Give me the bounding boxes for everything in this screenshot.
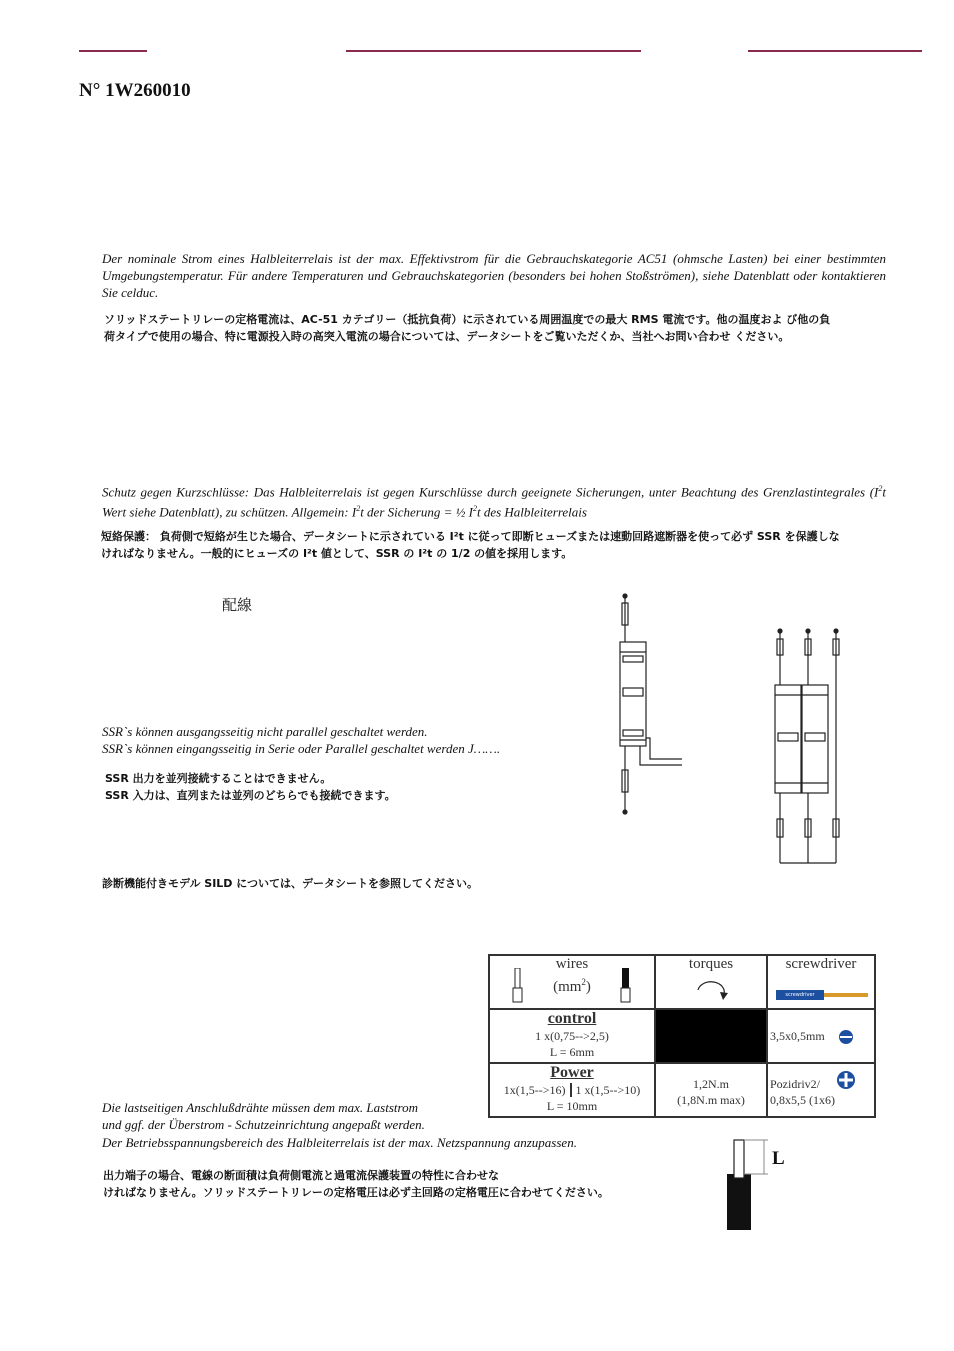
- screwdriver-header: screwdriver: [785, 956, 857, 972]
- sild-text-jp: 診断機能付きモデル SILD については、データシートを参照してください。: [102, 877, 479, 890]
- power-title: Power: [550, 1064, 594, 1081]
- ferrule-large-icon: [618, 968, 634, 1004]
- slotted-screw-icon: [838, 1029, 854, 1045]
- wire-length-label: L: [772, 1148, 785, 1169]
- voltage-text-de: Der Betriebsspannungsbereich des Halbleiterrelais ist der max. Netzspannung anzupassen.: [102, 1135, 577, 1150]
- header-rule-right: [748, 50, 922, 52]
- wiring-text-de-1: SSR`s können ausgangsseitig nicht parallel geschaltet werden.: [102, 724, 428, 739]
- rated-current-text-jp: ソリッドステートリレーの定格電流は、AC-51 カテゴリー（抵抗負荷）に示されている周囲温度での最大 RMS 電流です。他の温度およ び他の負荷タイプで使用の場合、特に電源投入時の高突入電流の場合については、データシートをご覧いただくか、当社へお問い合わせ ください。: [104, 313, 831, 343]
- load-wire-text-de-2: und ggf. der Überstrom - Schutzeinrichtung angepaßt werden.: [102, 1117, 425, 1132]
- torque-arrow-icon: [692, 976, 732, 1006]
- power-screwdriver: Pozidriv2/: [770, 1077, 820, 1091]
- control-torque-cell: [655, 1009, 767, 1063]
- pozidriv-screw-icon: [836, 1070, 856, 1090]
- wiring-heading: 配線: [222, 596, 253, 614]
- control-screwdriver: 3,5x0,5mm: [770, 1029, 825, 1043]
- wires-header: wires: [555, 956, 589, 972]
- power-screwdriver-size: 0,8x5,5 (1x6): [770, 1093, 835, 1107]
- ferrule-small-icon: [510, 968, 526, 1004]
- document-number: N° 1W260010: [79, 80, 191, 101]
- power-wire-cell: [489, 1063, 655, 1117]
- single-relay-diagram: [600, 590, 690, 820]
- screwdriver-icon: screwdriver: [776, 990, 868, 1000]
- short-circuit-text-jp: 短絡保護： 負荷側で短絡が生じた場合、データシートに示されている I²t に従って即断ヒューズまたは速動回路遮断器を使って必ず SSR を保護しなければなりません。一般的にヒューズの I²t 値として、SSR の I²t の 1/2 の値を採用します。: [101, 530, 840, 560]
- wiring-spec-table: [488, 954, 876, 1118]
- control-screwdriver-cell: [767, 1009, 875, 1063]
- dual-relay-diagram: [770, 625, 850, 870]
- header-rule-center: [346, 50, 641, 52]
- load-wire-text-jp-2: ければなりません。ソリッドステートリレーの定格電圧は必ず主回路の定格電圧に合わせてください。: [103, 1186, 609, 1199]
- short-circuit-text-de: Schutz gegen Kurzschlüsse: Das Halbleiterrelais ist gegen Kurschlüsse durch geeignete Sicherungen, unter Beachtung des Grenzlastintegrales ($I^2t$ Wert siehe Datenblatt), zu schützen. Allgemein: $I^2t$ der Sicherung = ½ $I^2t$ des Halbleiterrelais: [102, 484, 886, 520]
- torques-header: torques: [688, 956, 734, 972]
- power-torque-cell: [655, 1063, 767, 1117]
- torques-header-cell: [655, 955, 767, 1009]
- control-wire: 1 x(0,75-->2,5): [535, 1029, 609, 1043]
- load-wire-text-jp-1: 出力端子の場合、電線の断面積は負荷側電流と過電流保護装置の特性に合わせな: [103, 1169, 499, 1182]
- power-wire: 1x(1,5-->16) 1 x(1,5-->10): [503, 1083, 641, 1097]
- wiring-text-jp-1: SSR 出力を並列接続することはできません。: [105, 772, 332, 785]
- control-title: control: [547, 1010, 597, 1027]
- power-screwdriver-cell: [767, 1063, 875, 1117]
- rated-current-text-de: Der nominale Strom eines Halbleiterrelais ist der max. Effektivstrom für die Gebrauchskategorie AC51 (ohmsche Lasten) bei einer bestimmten Umgebungstemperatur. Für andere Temperaturen und Gebrauchskategorien (besonders bei hohen Stoßströmen), siehe Datenblatt oder kontaktieren Sie celduc.: [102, 251, 886, 300]
- wires-header-cell: [489, 955, 655, 1009]
- power-torque: 1,2N.m: [693, 1077, 729, 1091]
- wires-unit: $(mm^2)$: [553, 977, 591, 995]
- power-length: L = 10mm: [546, 1099, 598, 1113]
- load-wire-text-de-1: Die lastseitigen Anschlußdrähte müssen dem max. Laststrom: [102, 1100, 418, 1115]
- control-length: L = 6mm: [549, 1045, 595, 1059]
- power-torque-max: (1,8N.m max): [677, 1093, 745, 1107]
- screwdriver-header-cell: [767, 955, 875, 1009]
- wiring-text-de-2: SSR`s können eingangsseitig in Serie oder Parallel geschaltet werden J…….: [102, 741, 501, 756]
- wiring-text-jp-2: SSR 入力は、直列または並列のどちらでも接続できます。: [105, 789, 396, 802]
- header-rule-left: [79, 50, 147, 52]
- control-wire-cell: [489, 1009, 655, 1063]
- stripped-wire-icon: [722, 1134, 772, 1234]
